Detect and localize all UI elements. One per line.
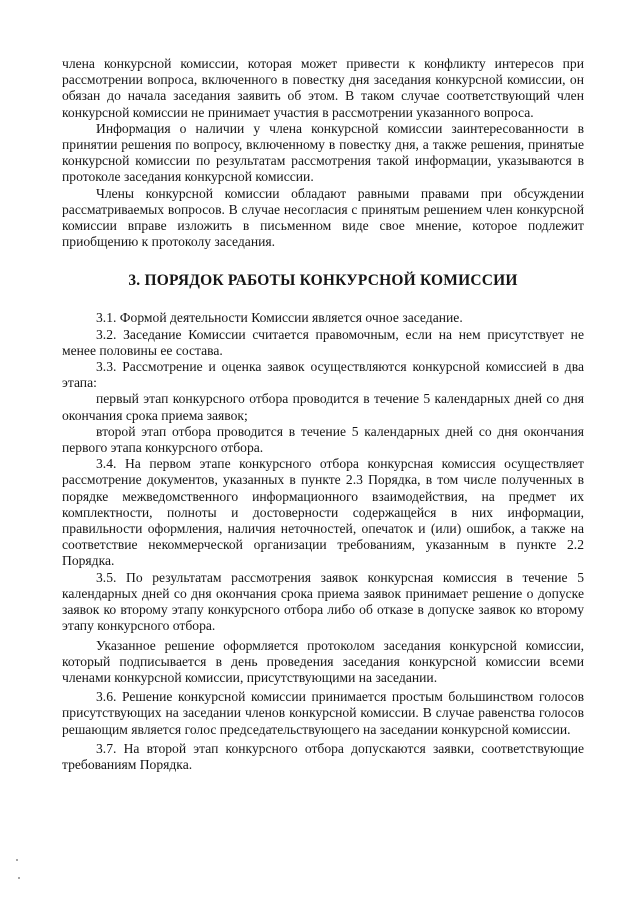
clause-3-2: 3.2. Заседание Комиссии считается правомочным, если на нем присутствует не менее половины ее состава. <box>62 326 584 358</box>
clause-3-6: 3.6. Решение конкурсной комиссии принимается простым большинством голосов присутствующих на заседании членов конкурсной комиссии. В случае равенства голосов решающим является голос председательствующего на заседании конкурсной комиссии. <box>62 689 584 737</box>
clause-3-1: 3.1. Формой деятельности Комиссии является очное заседание. <box>96 310 463 326</box>
clause-3-3-stage-one: первый этап конкурсного отбора проводится в течение 5 календарных дней со дня окончания срока приема заявок; <box>62 391 584 423</box>
clause-3-5-decision: Указанное решение оформляется протоколом заседания конкурсной комиссии, который подписывается в день проведения заседания конкурсной комиссии всеми членами конкурсной комиссии, присутствующими на заседании. <box>62 637 584 685</box>
scan-specks <box>14 855 22 895</box>
paragraph-conflict-of-interest: члена конкурсной комиссии, которая может привести к конфликту интересов при рассмотрении вопроса, включенного в повестку дня заседания конкурсной комиссии, он обязан до начала заседания заявить об этом. В таком случае соответствующий член конкурсной комиссии не принимает участия в рассмотрении указанного вопроса. <box>62 56 584 120</box>
paragraph-interest-information: Информация о наличии у члена конкурсной комиссии заинтересованности в принятии решения по вопросу, включенному в повестку дня, а также решения, принятые конкурсной комиссии по результатам рассмотрения такой информации, указываются в протоколе заседания конкурсной комиссии. <box>62 120 584 185</box>
clause-3-7: 3.7. На второй этап конкурсного отбора допускаются заявки, соответствующие требованиям Порядка. <box>62 740 584 772</box>
clause-3-3: 3.3. Рассмотрение и оценка заявок осуществляются конкурсной комиссией в два этапа: <box>62 359 584 391</box>
clause-3-4: 3.4. На первом этапе конкурсного отбора конкурсная комиссия осуществляет рассмотрение документов, указанных в пункте 2.3 Порядка, в том числе полученных в порядке межведомственного информационного взаимодействия, на предмет их комплектности, полноты и достоверности содержащейся в них информации, правильности оформления, наличия неточностей, опечаток и (или) ошибок, а также на соответствие некоммерческой организации требованиям, указанным в пункте 2.2 Порядка. <box>62 456 584 569</box>
section-title: 3. ПОРЯДОК РАБОТЫ КОНКУРСНОЙ КОМИССИИ <box>128 272 518 290</box>
clause-3-5: 3.5. По результатам рассмотрения заявок конкурсная комиссия в течение 5 календарных дней со дня окончания срока приема заявок принимает решение о допуске заявок ко второму этапу конкурсного отбора либо об отказе в допуске заявок ко второму этапу конкурсного отбора. <box>62 569 584 634</box>
paragraph-member-rights: Члены конкурсной комиссии обладают равными правами при обсуждении рассматриваемых вопросов. В случае несогласия с принятым решением член конкурсной комиссии вправе изложить в письменном виде свое мнение, которое подлежит приобщению к протоколу заседания. <box>62 185 584 250</box>
clause-3-3-stage-two: второй этап отбора проводится в течение 5 календарных дней со дня окончания первого этапа конкурсного отбора. <box>62 423 584 456</box>
